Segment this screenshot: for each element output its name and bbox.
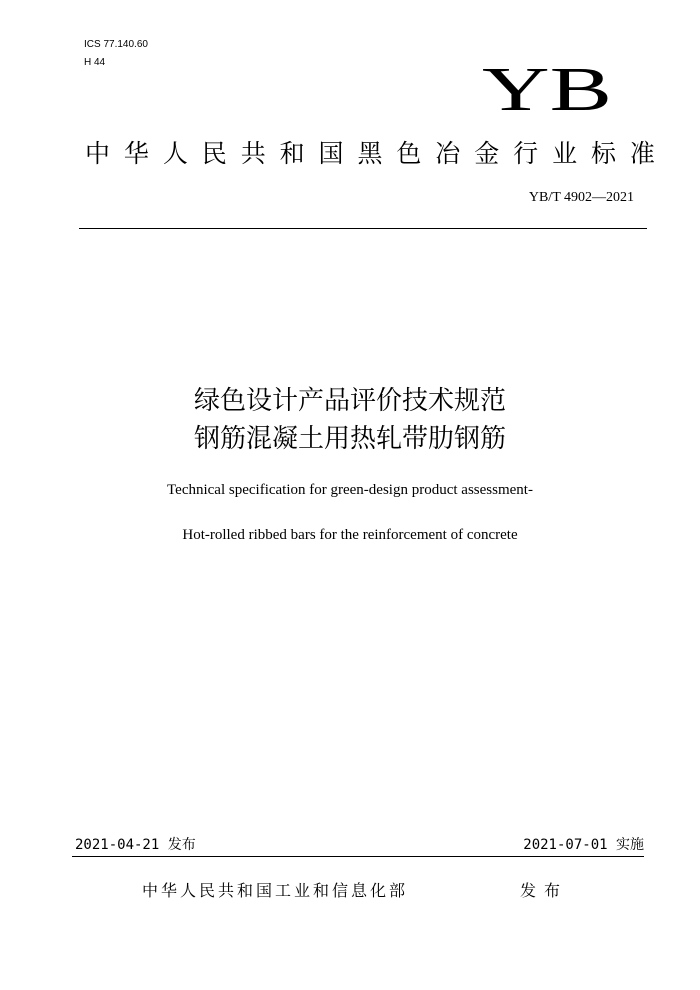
issue-date <box>75 834 196 854</box>
implement-date <box>523 834 644 854</box>
yb-logo-text: YB <box>482 58 612 118</box>
standard-type-char: 黑 <box>357 139 383 168</box>
issue-date-value: 2021-04-21 <box>75 837 160 853</box>
standard-type-char: 色 <box>396 139 422 168</box>
standard-type-char: 华 <box>123 139 149 168</box>
standard-type-char: 和 <box>279 139 305 168</box>
standard-type-char: 国 <box>318 139 344 168</box>
standard-type-char: 中 <box>85 139 111 168</box>
title-cn-line-1: 绿色设计产品评价技术规范 <box>193 386 506 416</box>
standard-type-char: 业 <box>552 139 578 168</box>
header-divider <box>79 228 647 229</box>
standard-type-char: 共 <box>240 139 266 168</box>
standard-type-char: 准 <box>629 139 655 168</box>
implement-label: 实施 <box>616 837 644 853</box>
issue-label: 发布 <box>167 837 196 853</box>
standard-type-char: 冶 <box>435 139 461 168</box>
footer-divider <box>72 856 644 857</box>
standard-type-char: 人 <box>162 139 188 168</box>
title-en-line-2: Hot-rolled ribbed bars for the reinforcement of concrete <box>182 527 518 543</box>
issuing-authority: 中华人民共和国工业和信息化部 <box>142 881 409 900</box>
title-cn-line-2: 钢筋混凝土用热轧带肋钢筋 <box>193 424 506 454</box>
standard-type-char: 标 <box>590 139 616 168</box>
issued-label: 发布 <box>520 881 569 900</box>
standard-type-char: 行 <box>513 139 539 168</box>
implement-date-value: 2021-07-01 <box>523 837 608 853</box>
standard-type-char: 金 <box>474 139 500 168</box>
ics-code: ICS 77.140.60 <box>84 39 148 50</box>
yb-logo <box>480 58 615 118</box>
standard-type-char: 民 <box>201 139 227 168</box>
classification-codes <box>84 36 148 72</box>
ccs-code: H 44 <box>84 57 106 68</box>
standard-number: YB/T 4902—2021 <box>528 190 634 205</box>
title-en-line-1: Technical specification for green-design product assessment- <box>167 482 533 498</box>
standard-type <box>85 138 655 170</box>
